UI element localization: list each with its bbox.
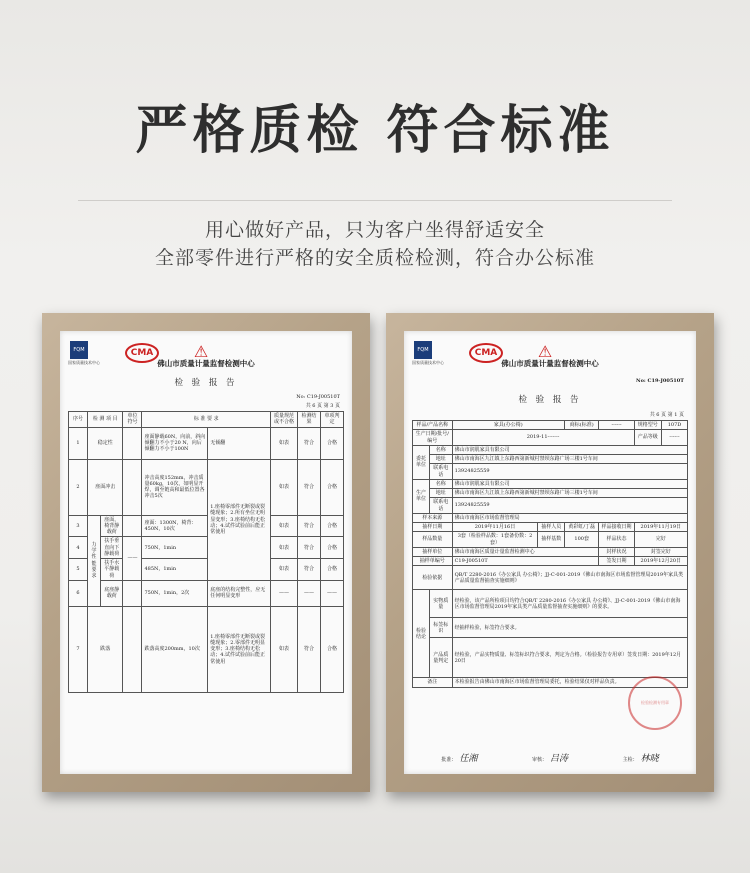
field-value: 佛山市润肌家具有限公司 [452,445,687,454]
document-number: No: C19-J00510T [296,394,340,400]
row-std: 如表 [271,459,298,515]
field-label: 联系电话 [430,464,453,480]
row-no: 3 [69,515,88,537]
field-value: 3套（检验样品数：1套备份数：2套） [452,532,538,548]
fqm-logo-icon: FQM [414,341,432,359]
table-row [69,537,344,559]
test-items-table [68,411,344,693]
row-judge: 符合 [298,515,321,537]
field-value: 经检验，产品实物质量、标签标识符合要求，判定为合格。（检验报告专用章）签发日期：2019年12月20日 [452,638,687,678]
header-judgement: 单项判定 [321,412,344,428]
row-item: 稳定性 [88,427,123,459]
row-no: 2 [69,459,88,515]
row-requirement: 座面：1300N，椅背：450N，10次 [142,515,208,537]
field-value: 2019年11月19日 [634,523,687,532]
row-unit [123,515,142,537]
field-value: 佛山市润肌家具有限公司 [452,479,687,488]
field-value: 13924825559 [452,498,687,514]
field-label: 样品接收日期 [599,523,634,532]
field-value: 经抽样检验，标签符合要求。 [452,618,687,638]
table-row [69,580,344,606]
header-quality: 质量规范或不合格 [271,412,298,428]
report-title: 检 验 报 告 [518,395,582,405]
field-label: 备注 [413,678,453,687]
field-value: 2019年11月16日 [452,523,538,532]
row-unit [123,580,142,606]
row-no: 5 [69,559,88,581]
row-verdict: 合格 [321,606,344,692]
left-report-paper [60,331,352,774]
subtitle-line-1: 用心做好产品，只为客户坐得舒适安全 [204,219,545,241]
row-judge: 符合 [298,537,321,559]
row-result: 无倾翻 [208,427,271,459]
field-label: 抽样单位 [413,547,453,556]
field-value: 家具(办公椅) [452,421,564,430]
row-verdict: 合格 [321,427,344,459]
cal-logo-icon: ⚠ [193,342,209,361]
review-sig: 吕涛 [549,754,568,764]
row-std: 如表 [271,559,298,581]
table-row [69,459,344,515]
table-header-row [69,412,344,428]
review-signature [532,751,568,764]
headline: 严格质检 符合标准 [135,101,615,161]
row-std: 如表 [271,537,298,559]
review-label: 审核： [531,757,547,763]
row-unit [123,427,142,459]
header-result: 检测结果 [298,412,321,428]
row-requirement: 座面静载60N，向前，斜向倾翻力不小于20 N，向后倾翻力不小于100N [142,427,208,459]
field-value: 佛山市南海区质量计量监督检测中心 [452,547,599,556]
field-label: 联系电话 [430,498,453,514]
field-value: 2019年12月20日 [634,557,687,566]
field-label: 生产日期/批号/编号 [413,430,453,446]
field-label: 检验依据 [413,566,453,590]
table-row [413,455,688,464]
row-std: 如表 [271,427,298,459]
field-label: 地址 [430,455,453,464]
field-label: 实物质量 [430,590,453,618]
field-value: 完好 [634,532,687,548]
field-label: 封样状况 [599,547,634,556]
table-row [69,427,344,459]
fqm-caption: 国家质量技术中心 [412,360,444,365]
group-label: 生产单位 [413,479,430,513]
row-judge: 符合 [298,459,321,515]
row-item: 扶手垂直向下静载荷 [101,537,123,559]
table-row [413,523,688,532]
field-label: 样本来源 [413,513,453,522]
group-label: 检验结论 [413,590,430,678]
field-value: 本检验报告由佛山市南海区市场监督管理局委托，检验结果仅对样品负责。 [452,678,687,687]
field-value: C19-J00510T [452,557,599,566]
table-row [69,559,344,581]
row-verdict: 合格 [321,559,344,581]
field-label: 样品/产品名称 [413,421,453,430]
field-label: 地址 [430,489,453,498]
field-label: 商标(标准) [564,421,599,430]
table-row [413,590,688,618]
table-row [413,547,688,556]
testing-center-name: 佛山市质量计量监督检测中心 [157,359,255,368]
official-seal-stamp: 检验检测专用章 [628,676,682,730]
row-result: 1.座椅零部件无断裂或裂缝现象；2.零部件无明显变形；3.座椅结构无松动；4.试件试验前后能正常使用 [208,606,271,692]
field-value: 13924825559 [452,464,687,480]
header-no: 序号 [69,412,88,428]
field-value: 经检验，该产品所检项目均符合QB/T 2280-2016《办公家具 办公椅》、JJ-C-001-2019《佛山市南海区市场监督管理局2019年家具类产品质量监督抽查实施细则》的要求。 [452,590,687,618]
table-row [413,557,688,566]
row-result: 底座的结构完整性，应无任何明显变形 [208,580,271,606]
row-requirement: 485N，1min [142,559,208,581]
cma-logo-icon: CMA [125,343,159,363]
row-verdict: 合格 [321,459,344,515]
check-signature [623,751,659,764]
row-std: —— [271,580,298,606]
report-summary-table [412,420,688,688]
row-verdict: 合格 [321,515,344,537]
field-value: QB/T 2280-2016《办公家具 办公椅》；JJ-C-001-2019《佛山市南海区市场监督管理局2019年家具类产品质量监督抽查实施细则》 [452,566,687,590]
field-label: 产品质量判定 [430,638,453,678]
check-sig: 林晓 [640,754,659,764]
subtitle-line-2: 全部零件进行严格的安全质检检测，符合办公标准 [154,247,595,269]
approve-sig: 任湘 [459,754,478,764]
table-row [69,606,344,692]
field-label: 签发日期 [599,557,634,566]
table-row [413,464,688,480]
cal-logo-icon: ⚠ [537,342,553,361]
row-std: 如表 [271,606,298,692]
page-info: 共 6 页 第 1 页 [649,412,684,418]
row-requirement: 750N，1min，2次 [142,580,208,606]
field-label: 抽样人员 [538,523,565,532]
table-row [413,430,688,446]
table-row [413,498,688,514]
field-value: 佛山市南海区九江镇上东路西第新城村禁坝东路广场三楼1号车间 [452,489,687,498]
row-verdict: —— [321,580,344,606]
testing-center-name: 佛山市质量计量监督检测中心 [501,359,599,368]
row-judge: 符合 [298,559,321,581]
field-label: 抽样基数 [538,532,565,548]
row-item: 座面，椅背静载荷 [101,515,123,537]
row-std: 如表 [271,515,298,537]
row-unit: —— [123,537,142,581]
row-requirement: 750N，1min [142,537,208,559]
field-label: 规格型号 [634,421,661,430]
table-row [413,618,688,638]
right-certificate-frame [386,313,714,792]
row-requirement: 冲击高度152mm，冲击质量60kg，10次，如明显开焊，调至链高和最低位置各冲击5次 [142,459,208,515]
table-row [413,513,688,522]
right-report-paper [404,331,696,774]
table-row [413,489,688,498]
cma-logo-icon: CMA [469,343,503,363]
header-item: 检 测 项 目 [88,412,123,428]
row-item: 扶手水平静载荷 [101,559,123,581]
table-row [413,566,688,590]
field-label: 名称 [430,479,453,488]
page-info: 共 6 页 第 3 页 [305,403,340,409]
row-judge: —— [298,580,321,606]
field-value: 100套 [564,532,599,548]
field-value: 佛山市南海区市场监督管理局 [452,513,687,522]
field-label: 标签标识 [430,618,453,638]
row-no: 4 [69,537,88,559]
row-judge: 符合 [298,606,321,692]
row-judge: 符合 [298,427,321,459]
table-row [413,638,688,678]
row-item: 座面冲击 [88,459,123,515]
table-row [69,515,344,537]
header-unit: 单位符号 [123,412,142,428]
field-value: ------ [661,430,687,446]
row-item: 底座静载荷 [101,580,123,606]
row-item: 跌落 [88,606,123,692]
table-row [413,421,688,430]
signature-row [414,751,686,764]
table-row [413,532,688,548]
field-value: 2019-11------- [452,430,634,446]
document-number: No: C19-J00510T [636,378,684,384]
row-no: 6 [69,580,88,606]
approve-label: 批准： [441,757,457,763]
field-label: 抽样日期 [413,523,453,532]
field-label: 产品等级 [634,430,661,446]
header-requirement: 标 准 要 求 [142,412,271,428]
table-row [413,445,688,454]
report-title: 检 验 报 告 [174,378,238,388]
group-label: 力学性能要求 [88,515,101,606]
fqm-caption: 国家质量技术中心 [68,360,100,365]
row-no: 1 [69,427,88,459]
field-label: 抽样单编号 [413,557,453,566]
table-row [413,479,688,488]
field-value: 封签完好 [634,547,687,556]
check-label: 主检： [622,757,638,763]
row-result: 1.座椅零部件无断裂或裂缝现象；2.所有坐位无明显变形；3.座椅结构无松动；4.试件试验前后能正常使用 [208,459,271,580]
row-requirement: 跌落高度200mm，10次 [142,606,208,692]
left-certificate-frame [42,313,370,792]
field-label: 样品数量 [413,532,453,548]
row-no: 7 [69,606,88,692]
row-unit [123,606,142,692]
field-value: 黄彩虹/丁磊 [564,523,599,532]
row-verdict: 合格 [321,537,344,559]
row-unit [123,459,142,515]
field-value: 佛山市南海区九江镇上东路西第新城村禁坝东路广场三楼1号车间 [452,455,687,464]
approve-signature [441,751,477,764]
fqm-logo-icon: FQM [70,341,88,359]
field-value: ------ [599,421,634,430]
divider [78,200,672,201]
group-label: 委托单位 [413,445,430,479]
field-label: 名称 [430,445,453,454]
field-value: 107D [661,421,687,430]
field-label: 样品状态 [599,532,634,548]
